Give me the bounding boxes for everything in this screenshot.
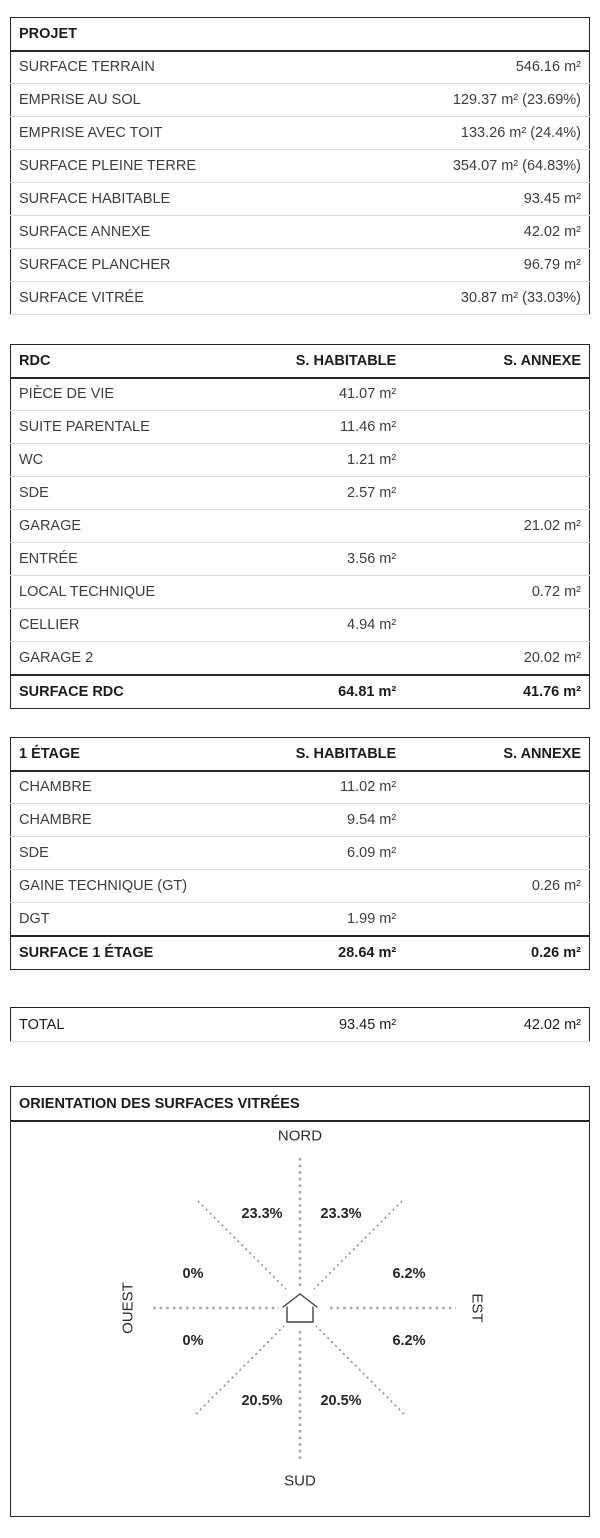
row-label: LOCAL TECHNIQUE [11,576,272,609]
south-label: SUD [284,1472,316,1490]
row-label: CHAMBRE [11,804,272,837]
table-row [11,642,590,675]
row-label: WC [11,444,272,477]
house-icon [283,1294,317,1322]
total-annexe: 41.76 m² [404,675,589,709]
table-row [11,804,590,837]
row-label: EMPRISE AVEC TOIT [11,117,370,150]
table-row [11,183,590,216]
orientation-title: ORIENTATION DES SURFACES VITRÉES [11,1087,589,1122]
rdc-table [10,344,590,709]
table-row [11,84,590,117]
row-habitable [271,870,404,903]
percent-south-right: 20.5% [320,1393,362,1409]
total-annexe: 42.02 m² [404,1008,589,1042]
row-annexe: 0.72 m² [404,576,589,609]
projet-header-row [11,18,590,51]
row-habitable [271,576,404,609]
table-row [11,510,590,543]
row-value: 93.45 m² [369,183,589,216]
row-value: 42.02 m² [369,216,589,249]
grand-total-table [10,1007,590,1042]
total-habitable: 28.64 m² [271,936,404,970]
row-value: 30.87 m² (33.03%) [369,282,589,315]
table-row [11,51,590,84]
table-row [11,903,590,936]
row-annexe [404,444,589,477]
projet-table [10,17,590,315]
table-row [11,576,590,609]
row-label: SURFACE TERRAIN [11,51,370,84]
total-label: SURFACE 1 ÉTAGE [11,936,272,970]
row-label: SURFACE HABITABLE [11,183,370,216]
col-header-habitable: S. HABITABLE [271,738,404,771]
row-label: ENTRÉE [11,543,272,576]
table-row [11,216,590,249]
percent-east-upper: 6.2% [392,1266,426,1282]
row-label: SURFACE PLEINE TERRE [11,150,370,183]
table-row [11,609,590,642]
row-habitable: 1.99 m² [271,903,404,936]
row-annexe [404,378,589,411]
row-annexe [404,411,589,444]
rdc-header-row [11,345,590,378]
row-habitable: 11.02 m² [271,771,404,804]
row-value: 129.37 m² (23.69%) [369,84,589,117]
row-annexe: 0.26 m² [404,870,589,903]
row-label: CHAMBRE [11,771,272,804]
table-row [11,150,590,183]
percent-north-left: 23.3% [241,1206,283,1222]
table-row [11,117,590,150]
row-value: 354.07 m² (64.83%) [369,150,589,183]
row-habitable: 6.09 m² [271,837,404,870]
table-row [11,411,590,444]
row-annexe [404,609,589,642]
row-habitable: 11.46 m² [271,411,404,444]
table-row [11,249,590,282]
row-label: SDE [11,837,272,870]
percent-west-upper: 0% [182,1266,204,1282]
row-habitable: 4.94 m² [271,609,404,642]
compass-lines [11,1122,588,1516]
row-annexe [404,804,589,837]
total-label: SURFACE RDC [11,675,272,709]
etage1-total-row [11,936,590,970]
row-habitable: 41.07 m² [271,378,404,411]
col-header-annexe: S. ANNEXE [404,345,589,378]
row-label: SDE [11,477,272,510]
row-annexe: 21.02 m² [404,510,589,543]
total-label: TOTAL [11,1008,272,1042]
total-habitable: 64.81 m² [271,675,404,709]
row-label: DGT [11,903,272,936]
table-row [11,543,590,576]
row-label: SUITE PARENTALE [11,411,272,444]
table-row [11,771,590,804]
row-habitable: 3.56 m² [271,543,404,576]
row-label: GARAGE 2 [11,642,272,675]
row-value: 96.79 m² [369,249,589,282]
percent-south-left: 20.5% [241,1393,283,1409]
percent-north-right: 23.3% [320,1206,362,1222]
grand-total-row [11,1008,590,1042]
col-header-annexe: S. ANNEXE [404,738,589,771]
row-label: GARAGE [11,510,272,543]
etage1-table [10,737,590,970]
row-annexe [404,837,589,870]
rdc-title: RDC [11,345,272,378]
row-label: EMPRISE AU SOL [11,84,370,117]
projet-title: PROJET [11,18,590,51]
row-label: SURFACE ANNEXE [11,216,370,249]
table-row [11,378,590,411]
row-label: GAINE TECHNIQUE (GT) [11,870,272,903]
table-row [11,444,590,477]
col-header-habitable: S. HABITABLE [271,345,404,378]
percent-east-lower: 6.2% [392,1333,426,1349]
table-row [11,870,590,903]
west-label: OUEST [119,1282,137,1334]
etage1-header-row [11,738,590,771]
row-annexe: 20.02 m² [404,642,589,675]
rdc-total-row [11,675,590,709]
row-value: 546.16 m² [369,51,589,84]
row-annexe [404,477,589,510]
row-habitable: 2.57 m² [271,477,404,510]
row-annexe [404,903,589,936]
row-label: SURFACE VITRÉE [11,282,370,315]
total-annexe: 0.26 m² [404,936,589,970]
row-habitable: 1.21 m² [271,444,404,477]
east-label: EST [468,1293,486,1323]
row-habitable: 9.54 m² [271,804,404,837]
table-row [11,477,590,510]
row-label: SURFACE PLANCHER [11,249,370,282]
etage1-title: 1 ÉTAGE [11,738,272,771]
orientation-box [10,1086,590,1517]
table-row [11,837,590,870]
table-row [11,282,590,315]
total-habitable: 93.45 m² [271,1008,404,1042]
percent-west-lower: 0% [182,1333,204,1349]
row-habitable [271,642,404,675]
row-annexe [404,543,589,576]
north-label: NORD [277,1127,323,1145]
row-annexe [404,771,589,804]
compass-diagram [11,1122,589,1516]
row-label: CELLIER [11,609,272,642]
row-habitable [271,510,404,543]
row-value: 133.26 m² (24.4%) [369,117,589,150]
row-label: PIÈCE DE VIE [11,378,272,411]
